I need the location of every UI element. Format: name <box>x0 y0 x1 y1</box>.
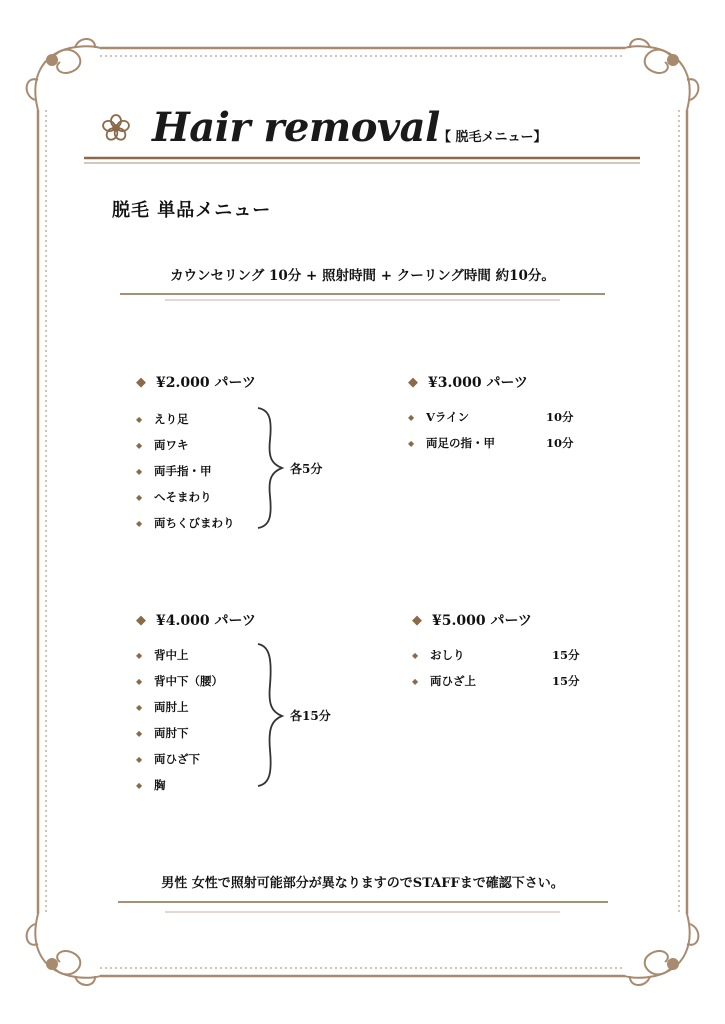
small-diamond-bullet-icon: ◆ <box>408 438 415 448</box>
list-item: ◆ 両ひざ下 <box>136 752 200 766</box>
list-item: ◆ Vライン 10分 <box>408 410 574 424</box>
diamond-bullet-icon: ◆ <box>412 612 422 628</box>
flower-icon <box>102 115 131 142</box>
section-title: 脱毛 単品メニュー <box>112 200 272 221</box>
price-heading: ◆ ¥2.000 パーツ <box>136 374 256 391</box>
small-diamond-bullet-icon: ◆ <box>408 412 415 422</box>
list-item: ◆ 両ひざ上 15分 <box>412 674 580 688</box>
small-diamond-bullet-icon: ◆ <box>136 728 143 738</box>
small-diamond-bullet-icon: ◆ <box>136 702 143 712</box>
list-item: ◆ 両肘下 <box>136 726 189 740</box>
small-diamond-bullet-icon: ◆ <box>412 650 419 660</box>
small-diamond-bullet-icon: ◆ <box>136 492 143 502</box>
small-diamond-bullet-icon: ◆ <box>136 518 143 528</box>
list-item: ◆ 両手指・甲 <box>136 464 212 478</box>
small-diamond-bullet-icon: ◆ <box>136 780 143 790</box>
small-diamond-bullet-icon: ◆ <box>136 466 143 476</box>
small-diamond-bullet-icon: ◆ <box>136 440 143 450</box>
price-heading: ◆ ¥4.000 パーツ <box>136 612 256 629</box>
small-diamond-bullet-icon: ◆ <box>412 676 419 686</box>
page-title: Hair removal <box>152 104 440 151</box>
corner-ornament-icon <box>27 39 699 985</box>
brace-icon <box>258 644 282 786</box>
diamond-bullet-icon: ◆ <box>408 374 418 390</box>
list-item: ◆ 両足の指・甲 10分 <box>408 436 574 450</box>
procedure-info: カウンセリング 10分 + 照射時間 + クーリング時間 約10分。 <box>170 268 555 284</box>
diamond-bullet-icon: ◆ <box>136 374 146 390</box>
small-diamond-bullet-icon: ◆ <box>136 650 143 660</box>
small-diamond-bullet-icon: ◆ <box>136 676 143 686</box>
list-item: ◆ えり足 <box>136 412 189 426</box>
list-item: ◆ 背中上 <box>136 648 189 662</box>
price-group-5000 <box>412 610 612 694</box>
price-heading: ◆ ¥3.000 パーツ <box>408 374 528 391</box>
shared-duration: 各5分 <box>290 462 323 476</box>
list-item: ◆ 両ワキ <box>136 438 189 452</box>
price-group-2000 <box>136 372 256 536</box>
list-item: ◆ おしり 15分 <box>412 648 580 662</box>
small-diamond-bullet-icon: ◆ <box>136 414 143 424</box>
shared-duration: 各15分 <box>290 709 331 723</box>
brace-icon <box>258 408 282 528</box>
list-item: ◆ 両肘上 <box>136 700 189 714</box>
list-item: ◆ 胸 <box>136 778 166 792</box>
list-item: ◆ 背中下（腰） <box>136 674 223 688</box>
small-diamond-bullet-icon: ◆ <box>136 754 143 764</box>
page-subtitle: 【 脱毛メニュー】 <box>438 130 547 145</box>
list-item: ◆ 両ちくびまわり <box>136 516 235 530</box>
list-item: ◆ へそまわり <box>136 490 212 504</box>
diamond-bullet-icon: ◆ <box>136 612 146 628</box>
price-group-4000 <box>136 610 256 798</box>
footer-note: 男性 女性で照射可能部分が異なりますのでSTAFFまで確認下さい。 <box>161 876 564 891</box>
price-heading: ◆ ¥5.000 パーツ <box>412 612 532 629</box>
price-group-3000 <box>408 372 608 456</box>
